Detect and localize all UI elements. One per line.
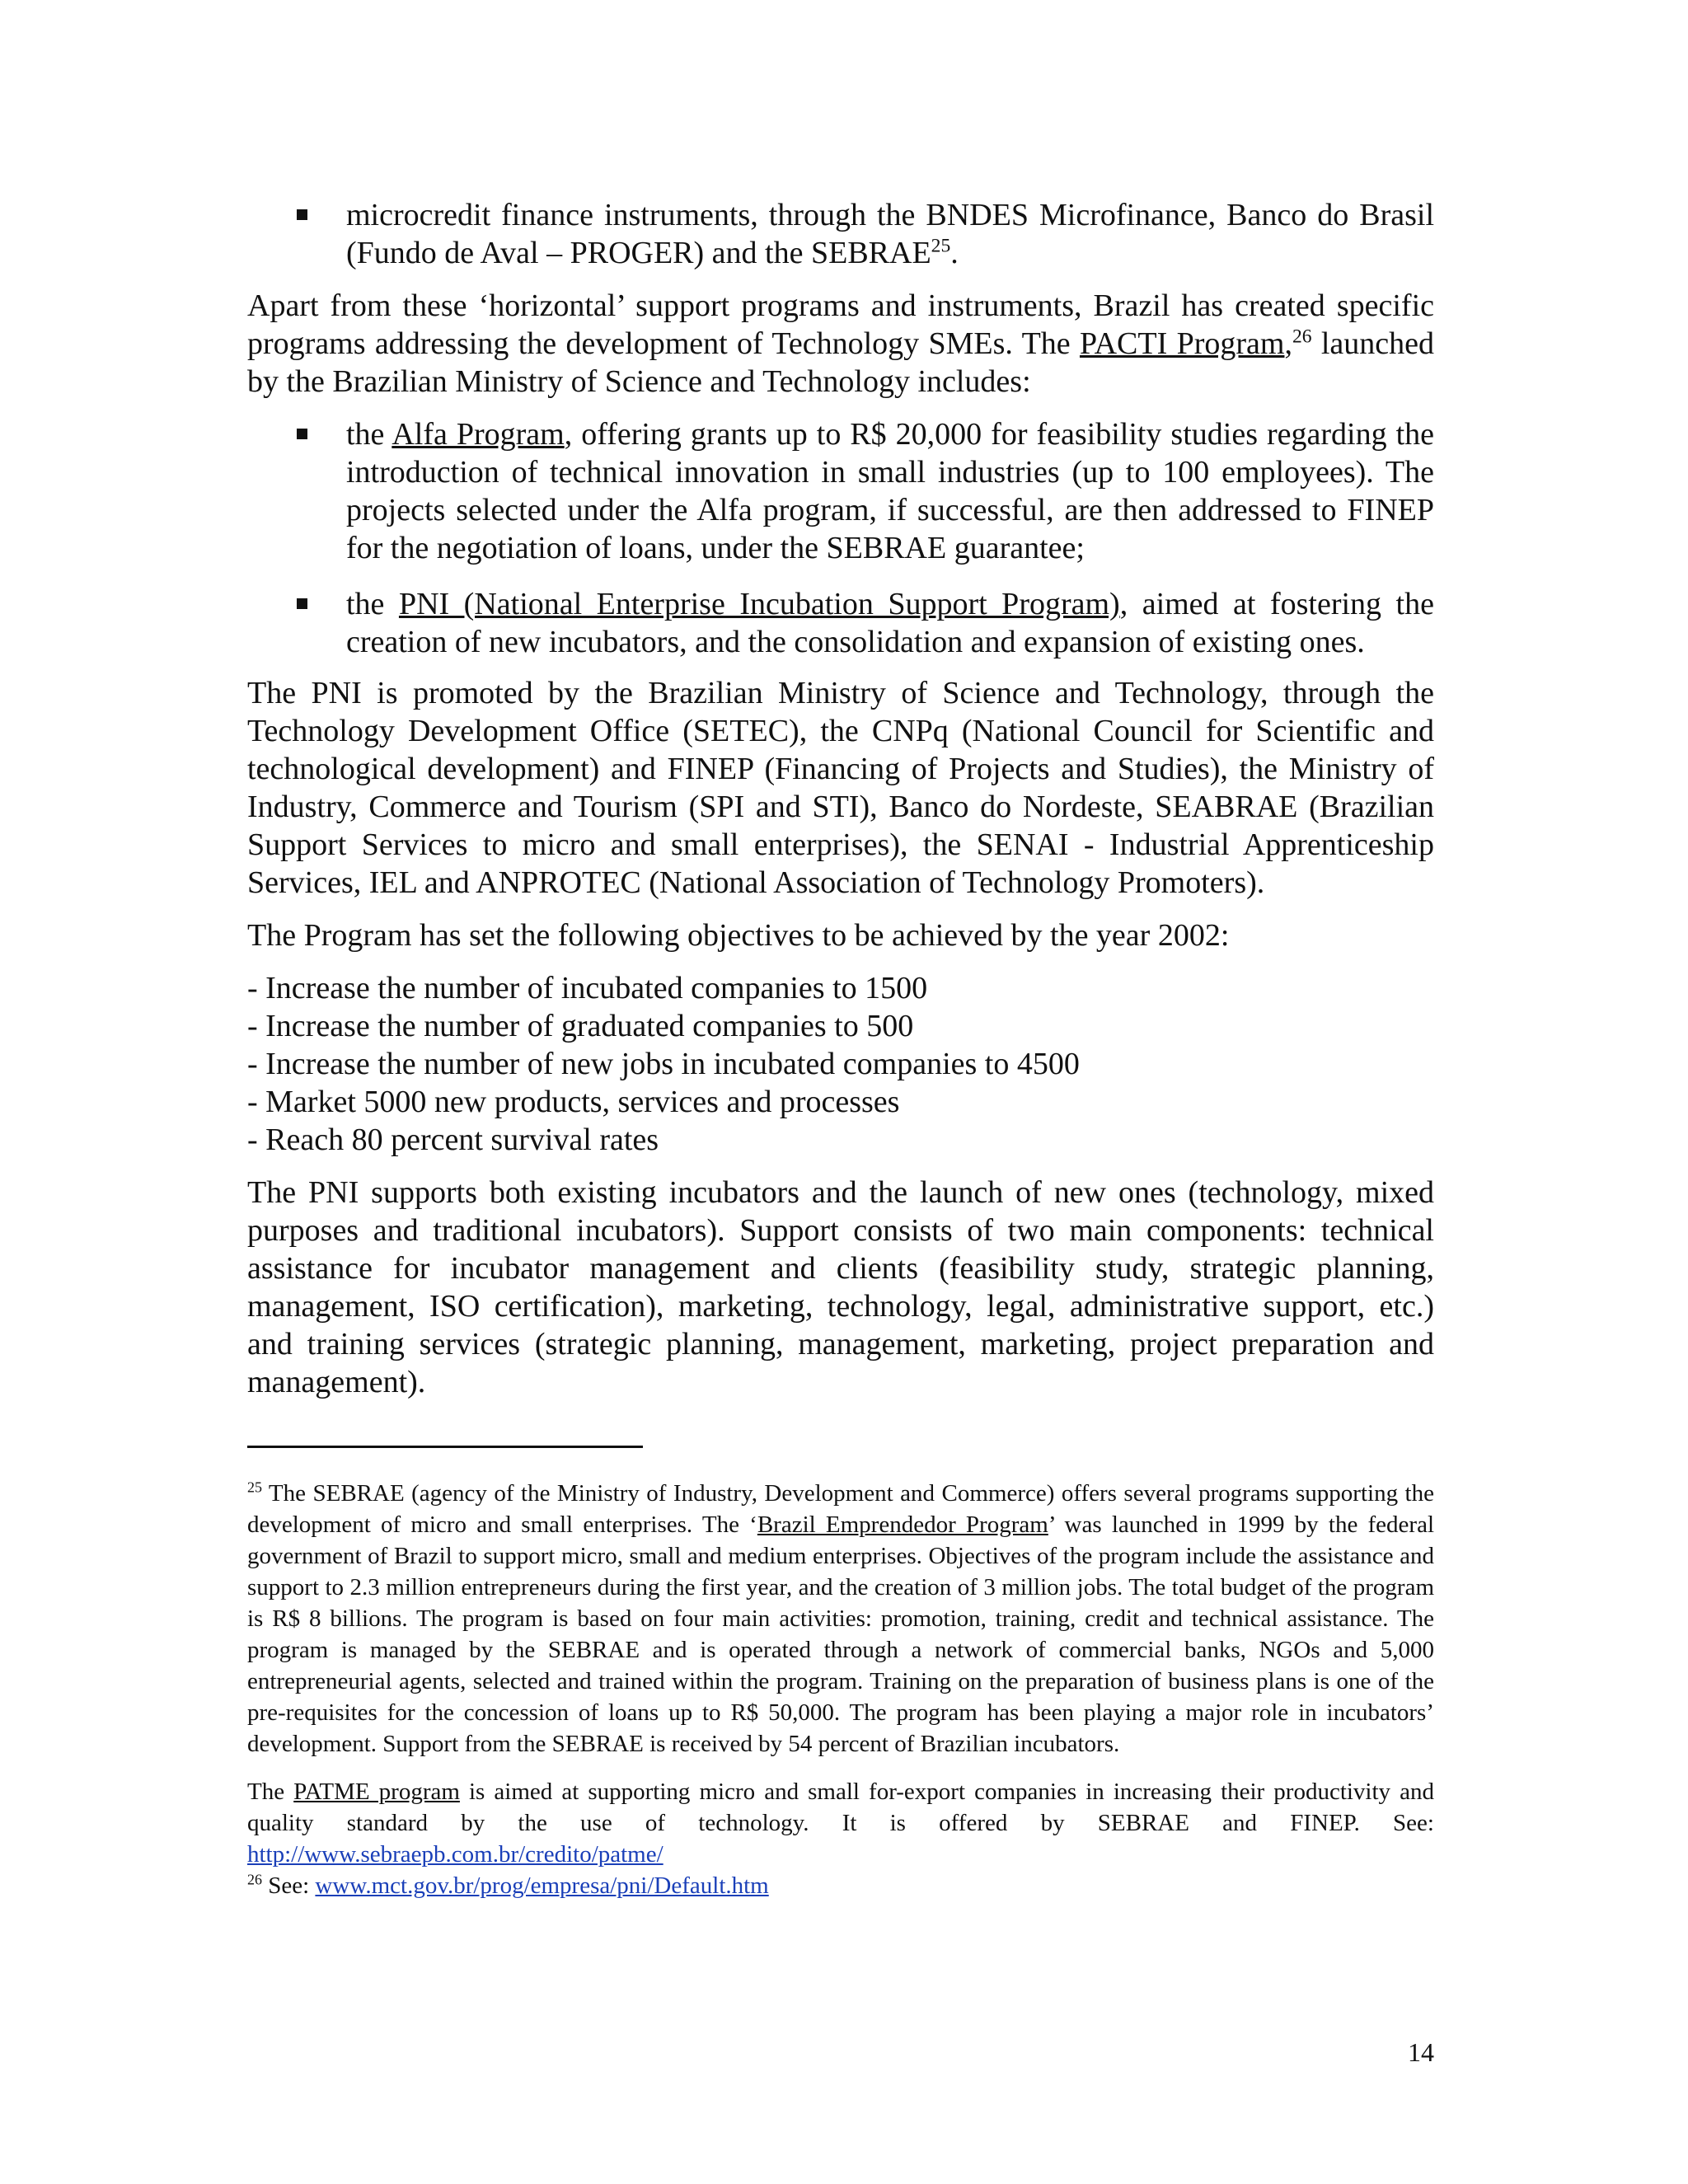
footnote-number: 26 bbox=[247, 1871, 262, 1888]
bullet-square-icon bbox=[297, 209, 307, 220]
page-number: 14 bbox=[1408, 2037, 1434, 2067]
objectives-list bbox=[247, 969, 1434, 1159]
alfa-program-link[interactable]: Alfa Program bbox=[392, 417, 565, 452]
microcredit-bullet-list bbox=[247, 196, 1434, 272]
footnote-25: $^{25}$ The SEBRAE (agency of the Ministry of Industry, Development and Commerce) offers several programs supporting the development of micro and small enterprises. The ‘Brazil Emprendedor Program’ was launched in 1999 by the federal government of Brazil to support micro, small and medium enterprises. Objectives of the program include the assistance and support to 2.3 million entrepreneurs during the first year, and the creation of 3 million jobs. The total budget of the program is R$ 8 billions. The program is based on four main activities: promotion, training, credit and technical assistance. The program is managed by the SEBRAE and is operated through a network of commercial banks, NGOs and 5,000 entrepreneurial agents, selected and trained within the program. Training on the preparation of business plans is one of the pre-requisites for the concession of loans up to R$ 50,000. The program has been playing a major role in incubators’ development. Support from the SEBRAE is received by 54 percent of Brazilian incubators. bbox=[247, 1479, 1435, 1757]
footnote-26: $^{26}$ See: www.mct.gov.br/prog/empresa/pni/Default.htm bbox=[247, 1871, 769, 1899]
pacti-bullet-list bbox=[247, 415, 1434, 661]
pacti-program-link[interactable]: PACTI Program bbox=[1079, 326, 1285, 361]
list-item: - Market 5000 new products, services and processes bbox=[247, 1085, 900, 1119]
brazil-emprendedor-program-link[interactable]: Brazil Emprendedor Program bbox=[757, 1511, 1048, 1538]
list-item: microcredit finance instruments, through the BNDES Microfinance, Banco do Brasil (Fundo de Aval – PROGER) and the SEBRAE$^{25}$. bbox=[247, 196, 1434, 272]
sebraepb-url-link[interactable]: http://www.sebraepb.com.br/credito/patme/ bbox=[247, 1841, 663, 1868]
list-item: - Increase the number of incubated companies to 1500 bbox=[247, 971, 928, 1005]
paragraph-objectives-intro: The Program has set the following objectives to be achieved by the year 2002: bbox=[247, 918, 1230, 953]
paragraph-pni-support: The PNI supports both existing incubators and the launch of new ones (technology, mixed purposes and traditional incubators). Support consists of two main components: technical assistance for incubator management and clients (feasibility study, strategic planning, management, ISO certification), marketing, technology, legal, administrative support, etc.) and training services (strategic planning, management, marketing, project preparation and management). bbox=[247, 1175, 1434, 1399]
bullet-square-icon bbox=[297, 429, 307, 439]
paragraph-pni-promoters: The PNI is promoted by the Brazilian Ministry of Science and Technology, through the Technology Development Office (SETEC), the CNPq (National Council for Scientific and technological development) and FINEP (Financing of Projects and Studies), the Ministry of Industry, Commerce and Tourism (SPI and STI), Banco do Nordeste, SEABRAE (Brazilian Support Services to micro and small enterprises), the SENAI - Industrial Apprenticeship Services, IEL and ANPROTEC (National Association of Technology Promoters). bbox=[247, 676, 1434, 900]
footnote-divider bbox=[247, 1446, 643, 1448]
list-item: - Reach 80 percent survival rates bbox=[247, 1122, 659, 1157]
pni-program-link[interactable]: PNI (National Enterprise Incubation Support Program) bbox=[398, 587, 1120, 621]
mct-url-link[interactable]: www.mct.gov.br/prog/empresa/pni/Default.htm bbox=[315, 1872, 769, 1899]
footnote-25-patme: The PATME program is aimed at supporting micro and small for-export companies in increasing their productivity and quality standard by the use of technology. It is offered by SEBRAE and FINEP. See: http://www.sebraepb.com.br/credito/patme/ bbox=[247, 1779, 1434, 1868]
list-item: - Increase the number of new jobs in incubated companies to 4500 bbox=[247, 1047, 1080, 1081]
bullet-square-icon bbox=[297, 598, 307, 609]
paragraph-pacti-intro: Apart from these ‘horizontal’ support programs and instruments, Brazil has created specific programs addressing the development of Technology SMEs. The PACTI Program,$^{26}$ launched by the Brazilian Ministry of Science and Technology includes: bbox=[247, 288, 1434, 399]
list-item: - Increase the number of graduated companies to 500 bbox=[247, 1009, 914, 1043]
page-content bbox=[247, 196, 1434, 1901]
footnote-ref-26[interactable]: 26 bbox=[1292, 326, 1312, 348]
list-item: the PNI (National Enterprise Incubation Support Program), aimed at fostering the creation of new incubators, and the consolidation and expansion of existing ones. bbox=[247, 585, 1434, 661]
patme-program-link[interactable]: PATME program bbox=[293, 1779, 460, 1805]
footnote-number: 25 bbox=[247, 1479, 262, 1496]
footnote-ref-25[interactable]: 25 bbox=[931, 235, 951, 257]
list-item: the Alfa Program, offering grants up to R$ 20,000 for feasibility studies regarding the introduction of technical innovation in small industries (up to 100 employees). The projects selected under the Alfa program, if successful, are then addressed to FINEP for the negotiation of loans, under the SEBRAE guarantee; bbox=[247, 415, 1434, 567]
